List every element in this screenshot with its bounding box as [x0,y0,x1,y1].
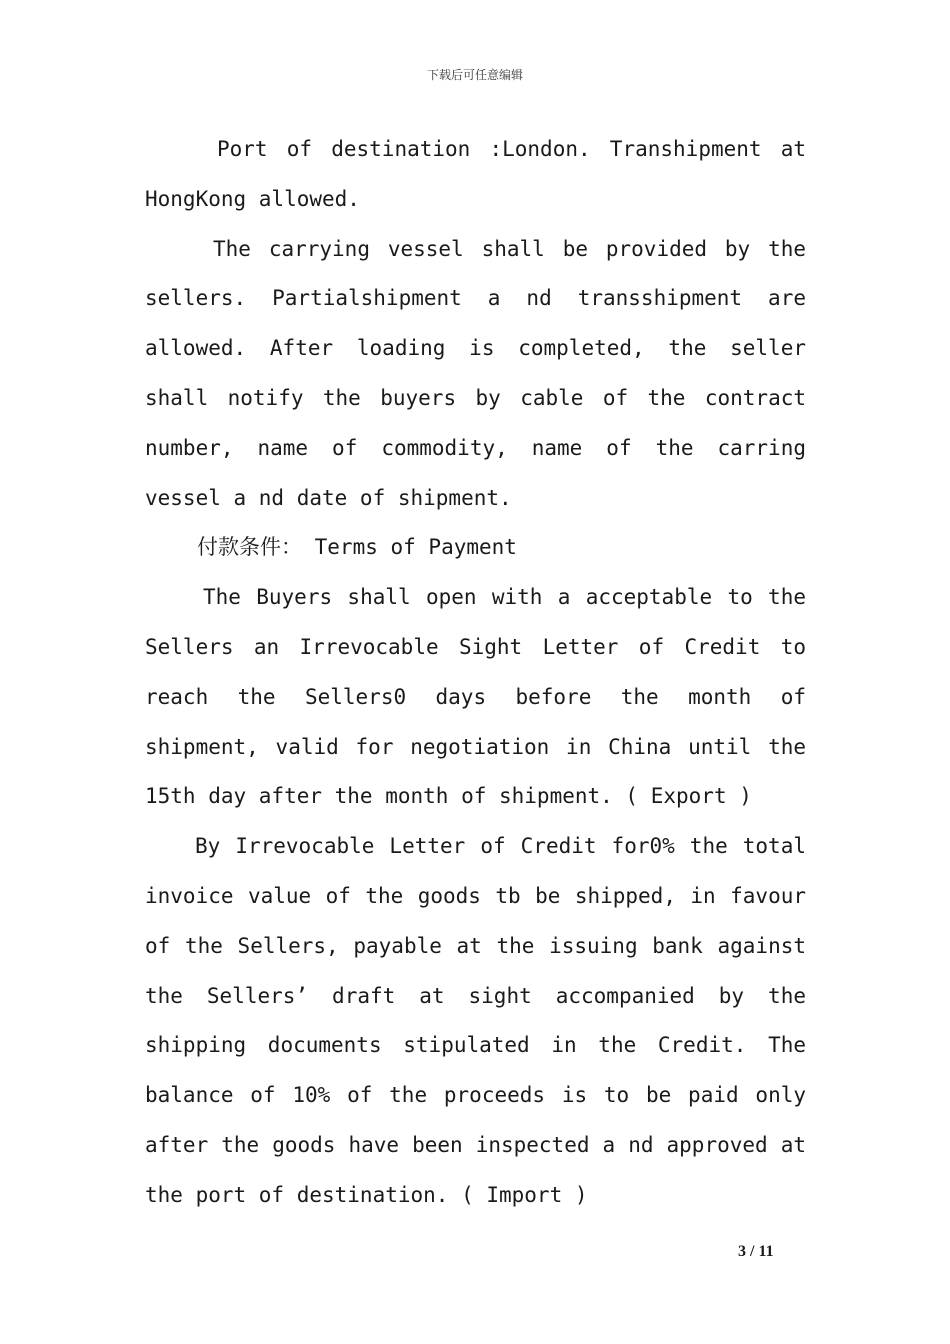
paragraph-import-payment: By Irrevocable Letter of Credit for0% the total invoice value of the goods tb be shipped, in favour of the Sellers, payable at the issuing bank against the Sellers’ draft at sight accompanied by the shipping documents stipulated in the Credit. The balance of 10% of the proceeds is to be paid only after the goods have been inspected a nd approved at the port of destination. ( Import ) [145,834,806,1207]
heading-terms-of-payment [145,523,806,573]
document-body [145,125,806,1221]
page-header: 下载后可任意编辑 [426,68,523,82]
heading-terms-of-payment-cn: 付款条件： [197,535,302,560]
paragraph-port-of-destination: Port of destination :London. Transhipment at HongKong allowed. [145,137,806,211]
page-indicator: 3 / 11 [738,1243,774,1260]
heading-terms-of-payment-en: Terms of Payment [302,535,517,560]
paragraph-export-payment: The Buyers shall open with a acceptable to the Sellers an Irrevocable Sight Letter of Credit to reach the Sellers0 days before the month of shipment, valid for negotiation in China until the 15th day after the month of shipment. ( Export ) [145,585,806,809]
paragraph-carrying-vessel: The carrying vessel shall be provided by the sellers. Partialshipment a nd transshipment are allowed. After loading is completed, the seller shall notify the buyers by cable of the contract number, name of commodity, name of the carring vessel a nd date of shipment. [145,236,806,510]
